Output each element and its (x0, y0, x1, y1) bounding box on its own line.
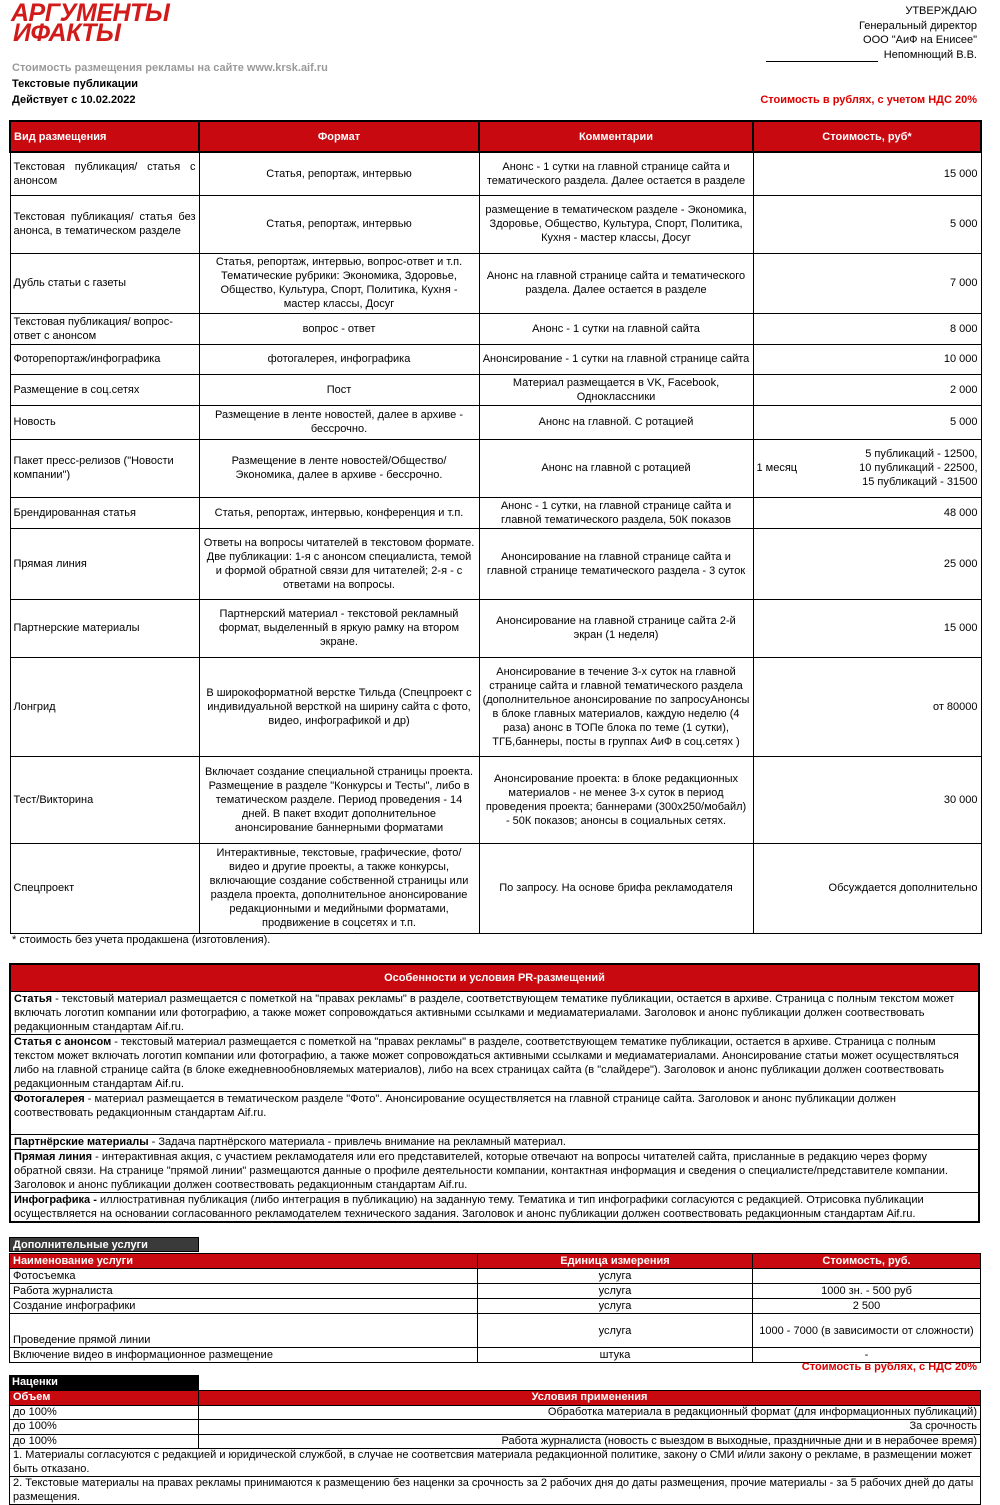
markups-header-row (10, 1391, 981, 1406)
table-row (10, 1434, 981, 1449)
table-row (10, 152, 981, 195)
cell-comment: Анонс - 1 сутки на главной странице сайта и тематического раздела. Далее остается в разделе (479, 152, 753, 195)
table-row (10, 756, 981, 843)
pr-term: Фотогалерея (14, 1093, 85, 1105)
markups-col-condition: Условия применения (199, 1391, 981, 1406)
cell-comment: Анонсирование на главной странице сайта 2-й экран (1 неделя) (479, 599, 753, 657)
cell-type: Прямая линия (10, 528, 199, 599)
cell-format: Размещение в ленте новостей/Общество/Экономика, далее в архиве - бессрочно. (199, 439, 479, 497)
logo-line1: АРГУМЕНТЫ (11, 0, 170, 27)
cell-price: 48 000 (753, 497, 981, 528)
pr-conditions-title: Особенности и условия PR-размещений (11, 965, 978, 992)
extra-services-table (9, 1253, 981, 1363)
markup-volume: до 100% (10, 1434, 199, 1449)
extra-price: 1000 - 7000 (в зависимости от сложности) (753, 1314, 981, 1348)
cell-format: Ответы на вопросы читателей в текстовом формате. Две публикации: 1-я с анонсом специалиста, темой и формой обратной связи для читателей; 2-я - с ответами на вопросы. (199, 528, 479, 599)
table-row (10, 1449, 981, 1477)
extra-price (753, 1269, 981, 1284)
cell-format: Включает создание специальной страницы проекта. Размещение в разделе "Конкурсы и Тесты", либо в тематическом разделе. Период проведения - 14 дней. В пакет входит дополнительное анонсирование баннерными форматами (199, 756, 479, 843)
page-title: Текстовые публикации (12, 78, 139, 90)
cell-comment: Анонс на главной странице сайта и тематического раздела. Далее остается в разделе (479, 253, 753, 313)
extra-col-name: Наименование услуги (10, 1254, 478, 1269)
markups-table (9, 1390, 981, 1505)
cell-comment: Анонсирование проекта: в блоке редакционных материалов - не менее 3-х суток в период проведения проекта; баннерами (300х250/мобайл) - 50К показов; анонсы в социальных сетях. (479, 756, 753, 843)
cell-type: Текстовая публикация/ статья с анонсом (10, 152, 199, 195)
extra-unit: услуга (478, 1299, 753, 1314)
approve-line3: ООО "АиФ на Енисее" (863, 34, 977, 46)
table-row (10, 599, 981, 657)
aif-logo (11, 0, 201, 47)
pr-item-article (11, 992, 978, 1035)
extra-name: Включение видео в информационное размещение (10, 1348, 478, 1363)
cell-format: Статья, репортаж, интервью, вопрос-ответ и т.п. Тематические рубрики: Экономика, Здоровье, Общество, Культура, Спорт, Политика, Кухня - мастер классы, Досуг (199, 253, 479, 313)
pr-text: - интерактивная акция, с участием рекламодателя или его представителей, которые отвечают на вопросы читателей сайта, присланные в редакцию через форму обратной связи. На странице "прямой линии" размещаются данные о профиле деятельности компании, контактная информация и сведения о специалисте/представителе компании. Заголовок и анонс публикации должен соотвествовать редакционным стандартам Aif.ru. (14, 1151, 948, 1191)
cell-format: Пост (199, 374, 479, 405)
approve-line1: УТВЕРЖДАЮ (905, 5, 977, 17)
extra-name: Проведение прямой линии (10, 1314, 478, 1348)
extra-price: - (753, 1348, 981, 1363)
approve-signature (766, 48, 977, 63)
table-row (10, 1314, 981, 1348)
package-price-5: 5 публикаций - 12500, (865, 448, 978, 460)
pr-item-partner (11, 1135, 978, 1150)
pr-text: - Задача партнёрского материала - привлечь внимание на рекламный материал. (148, 1136, 566, 1148)
markup-condition: Обработка материала в редакционный формат (для информационных публикаций) (199, 1405, 981, 1420)
pr-text: - материал размещается в тематическом разделе "Фото". Анонсирование осуществляется на главной странице сайта. Заголовок и анонс публикации должен соотвествовать редакционным стандартам Aif.ru. (14, 1093, 896, 1119)
pr-term: Статья с анонсом (14, 1036, 112, 1048)
col-header-comment: Комментарии (479, 121, 753, 152)
cell-comment: Материал размещается в VK, Facebook, Одноклассники (479, 374, 753, 405)
table-row (10, 344, 981, 374)
table-row (10, 1299, 981, 1314)
price-vat-note: Стоимость в рублях, с учетом НДС 20% (760, 94, 977, 106)
markup-note: 1. Материалы согласуются с редакцией и юридической службой, в случае не соответсвия материала редакционной политике, закону о СМИ и/или закону о рекламе, в размещении может быть отказано. (10, 1449, 981, 1477)
pr-item-article-announce (11, 1035, 978, 1092)
markup-volume: до 100% (10, 1420, 199, 1435)
table-row (10, 843, 981, 933)
extra-services-label: Дополнительные услуги (9, 1237, 199, 1252)
approval-block (766, 4, 977, 62)
cell-type: Размещение в соц.сетях (10, 374, 199, 405)
table-row (10, 195, 981, 253)
pr-text: - текстовый материал размещается с пометкой на "правах рекламы" в разделе, соответствующем тематике публикации, остается в архиве. Страница с полным текстом может включать логотип компании или фотографию, а также может сопровождаться активными ссылками и медиаматериалами. Заголовок и анонс публикации должен соотвествовать редакционным стандартам Aif.ru. (14, 993, 955, 1033)
cell-comment: Анонс - 1 сутки на главной сайта (479, 313, 753, 344)
pr-item-direct-line (11, 1150, 978, 1193)
cell-price: 8 000 (753, 313, 981, 344)
cell-price-package (753, 439, 981, 497)
cell-price: Обсуждается дополнительно (753, 843, 981, 933)
extra-name: Работа журналиста (10, 1284, 478, 1299)
valid-from: Действует с 10.02.2022 (12, 94, 136, 106)
pr-term: Партнёрские материалы (14, 1136, 149, 1148)
table-row (10, 405, 981, 439)
cell-type: Брендированная статья (10, 497, 199, 528)
table-row (10, 1477, 981, 1505)
cell-price: 30 000 (753, 756, 981, 843)
production-footnote: * стоимость без учета продакшена (изготовления). (12, 934, 271, 946)
cell-comment: По запросу. На основе брифа рекламодателя (479, 843, 753, 933)
extra-col-price: Стоимость, руб. (753, 1254, 981, 1269)
package-price-10: 10 публикаций - 22500, (859, 462, 978, 474)
table-row (10, 1405, 981, 1420)
cell-price: 7 000 (753, 253, 981, 313)
extra-price: 1000 зн. - 500 руб (753, 1284, 981, 1299)
markups-col-volume: Объем (10, 1391, 199, 1406)
extra-price: 2 500 (753, 1299, 981, 1314)
cell-format: Размещение в ленте новостей, далее в архиве - бессрочно. (199, 405, 479, 439)
pr-term: Прямая линия (14, 1151, 93, 1163)
cell-format: Статья, репортаж, интервью, конференция и т.п. (199, 497, 479, 528)
cell-type: Текстовая публикация/ вопрос-ответ с анонсом (10, 313, 199, 344)
table-row (10, 497, 981, 528)
extra-unit: услуга (478, 1314, 753, 1348)
cell-format: В широкоформатной верстке Тильда (Спецпроект с индивидуальной версткой на ширину сайта с фото, видео, инфографикой и др) (199, 657, 479, 756)
cell-type: Спецпроект (10, 843, 199, 933)
table-row (10, 1284, 981, 1299)
extra-name: Фотосъемка (10, 1269, 478, 1284)
markup-note: 2. Текстовые материалы на правах рекламы принимаются к размещению без наценки за срочность за 2 рабочих дня до даты размещения, прочие материалы - за 5 рабочих дней до даты размещения. (10, 1477, 981, 1505)
cell-price: от 80000 (753, 657, 981, 756)
extra-unit: услуга (478, 1284, 753, 1299)
markups-label: Наценки (9, 1375, 199, 1390)
cell-format: Статья, репортаж, интервью (199, 152, 479, 195)
cell-comment: Анонс на главной с ротацией (479, 439, 753, 497)
cell-comment: Анонсирование на главной странице сайта и главной странице тематического раздела - 3 суток (479, 528, 753, 599)
package-period: 1 месяц (756, 462, 798, 474)
cell-price: 5 000 (753, 405, 981, 439)
pr-term: Статья (14, 993, 53, 1005)
table-row (10, 253, 981, 313)
cell-type: Партнерские материалы (10, 599, 199, 657)
col-header-price: Стоимость, руб* (753, 121, 981, 152)
cell-comment: Анонс на главной. С ротацией (479, 405, 753, 439)
cell-format: фотогалерея, инфографика (199, 344, 479, 374)
cell-format: вопрос - ответ (199, 313, 479, 344)
cell-format: Интерактивные, текстовые, графические, фото/видео и другие проекты, а также конкурсы, включающие создание собственной страницы или раздела проекта, дополнительное анонсирование редакционными и медийными форматами, продвижение в соцсетях и т.п. (199, 843, 479, 933)
cell-type: Пакет пресс-релизов ("Новости компании") (10, 439, 199, 497)
pr-text: иллюстративная публикация (либо интеграция в публикацию) на заданную тему. Тематика и тип инфографики согласуются с редакцией. Отрисовка публикации осуществляется на основании согласованного рекламодателем технического задания. Заголовок и анонс публикации должен соотвествовать редакционным стандартам Aif.ru. (14, 1194, 924, 1220)
table-row (10, 313, 981, 344)
cell-comment: Анонсирование - 1 сутки на главной странице сайта (479, 344, 753, 374)
markup-volume: до 100% (10, 1405, 199, 1420)
cell-type: Текстовая публикация/ статья без анонса, в тематическом разделе (10, 195, 199, 253)
extra-name: Создание инфографики (10, 1299, 478, 1314)
table-row (10, 374, 981, 405)
cell-format: Статья, репортаж, интервью (199, 195, 479, 253)
table-header-row (10, 121, 981, 152)
pr-term: Инфографика - (14, 1194, 97, 1206)
markup-condition: За срочность (199, 1420, 981, 1435)
extra-col-unit: Единица измерения (478, 1254, 753, 1269)
package-price-15: 15 публикаций - 31500 (862, 476, 978, 488)
site-price-subtitle: Стоимость размещения рекламы на сайте www.krsk.aif.ru (12, 62, 328, 74)
table-row (10, 1420, 981, 1435)
extra-header-row (10, 1254, 981, 1269)
cell-price: 10 000 (753, 344, 981, 374)
cell-comment: Анонсирование в течение 3-х суток на главной странице сайта и главной тематического раздела (дополнительное анонсирование по запросуАнонсы в блоке главных материалов, каждую неделю (4 раза) анонс в ТОПе блока по теме (1 сутки), ТГБ,баннеры, посты в группах АиФ в соц.сетях ) (479, 657, 753, 756)
cell-price: 15 000 (753, 152, 981, 195)
table-row (10, 439, 981, 497)
col-header-type: Вид размещения (10, 121, 199, 152)
cell-type: Дубль статьи с газеты (10, 253, 199, 313)
pr-text: - текстовый материал размещается с пометкой на "правах рекламы" в разделе, соответствующем тематике публикации, остается в архиве. Страница с полным текстом может включать логотип компании или фотографию, а также может сопровождаться активными ссылками и медиаматериалами. Анонсирование статьи может осуществляться либо на главной странице сайта (в блоке ежедневнообновляемых материалов), либо на всех страницах сайта (в "слайдере"). Заголовок и анонс публикации должен соотвествовать редакционным стандартам Aif.ru. (14, 1036, 959, 1090)
extra-unit: штука (478, 1348, 753, 1363)
pr-conditions-box (9, 963, 980, 1223)
extra-unit: услуга (478, 1269, 753, 1284)
cell-price: 25 000 (753, 528, 981, 599)
table-row (10, 1269, 981, 1284)
cell-price: 2 000 (753, 374, 981, 405)
signature-line (766, 50, 878, 62)
cell-price: 15 000 (753, 599, 981, 657)
approve-name: Непомнющий В.В. (883, 48, 977, 61)
cell-price: 5 000 (753, 195, 981, 253)
cell-type: Новость (10, 405, 199, 439)
col-header-format: Формат (199, 121, 479, 152)
table-row (10, 657, 981, 756)
cell-format: Партнерский материал - текстовой рекламный формат, выделенный в яркую рамку на втором экране. (199, 599, 479, 657)
pr-item-photogallery (11, 1092, 978, 1135)
cell-type: Лонгрид (10, 657, 199, 756)
cell-type: Фоторепортаж/инфографика (10, 344, 199, 374)
approve-line2: Генеральный директор (859, 19, 977, 32)
extra-price-vat-note: Стоимость в рублях, с НДС 20% (801, 1361, 977, 1373)
placement-price-table (9, 120, 982, 934)
cell-type: Тест/Викторина (10, 756, 199, 843)
markup-condition: Работа журналиста (новость с выездом в выходные, праздничные дни и в нерабочее время) (199, 1434, 981, 1449)
table-row (10, 528, 981, 599)
cell-comment: размещение в тематическом разделе - Экономика, Здоровье, Общество, Культура, Спорт, Политика, Кухня - мастер классы, Досуг (479, 195, 753, 253)
cell-comment: Анонс - 1 сутки, на главной странице сайта и главной тематического раздела, 50К показов (479, 497, 753, 528)
logo-line2: ИФАКТЫ (13, 19, 121, 47)
pr-item-infographic (11, 1193, 978, 1221)
